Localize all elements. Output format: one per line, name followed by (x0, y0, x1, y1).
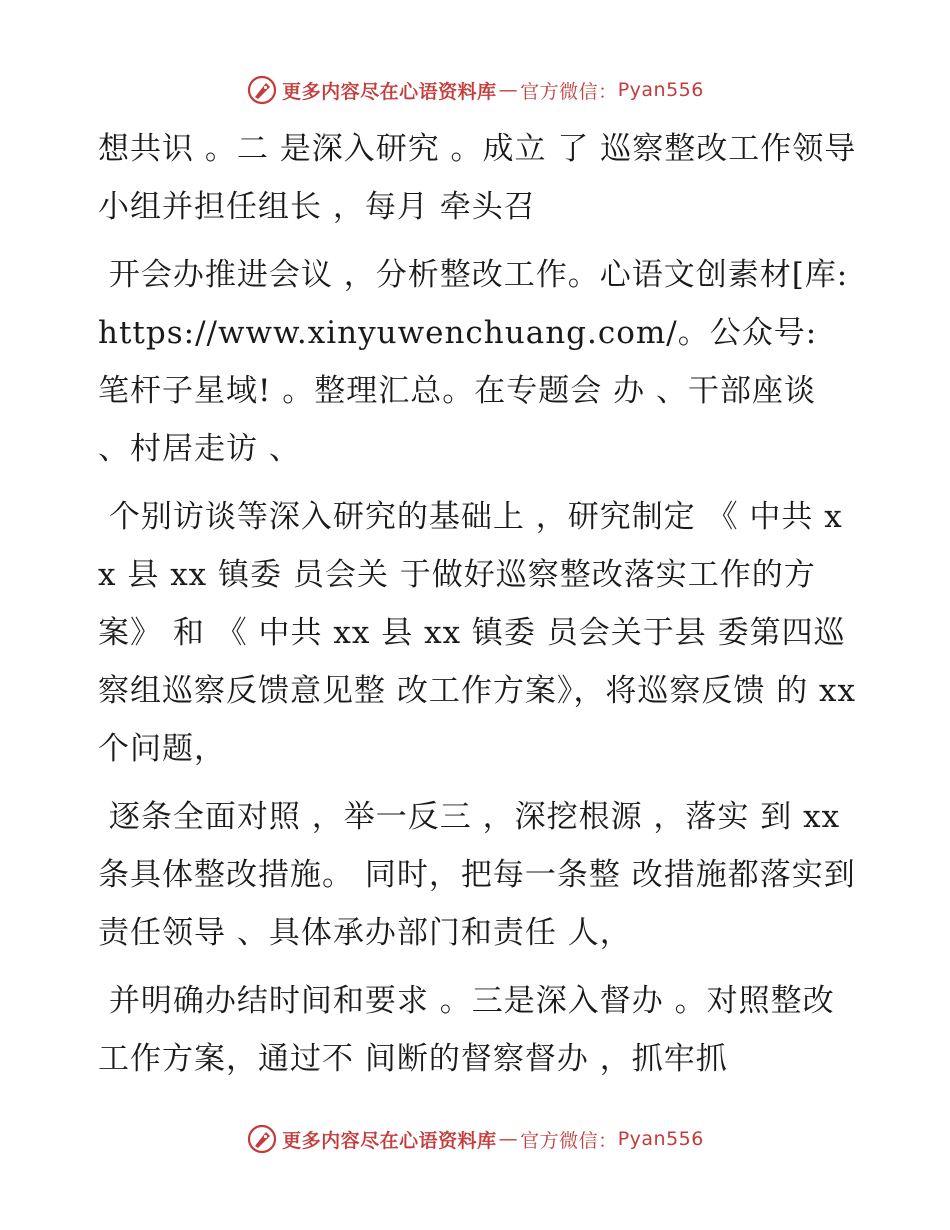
pen-nib-logo-icon (246, 74, 278, 106)
paragraph-4: 逐条全面对照 ，举一反三 ，深挖根源 ，落实 到 xx 条具体整改措施。 同时，把每一条整 改措施都落实到责任领导 、具体承办部门和责任 人， (98, 799, 856, 951)
watermark-dash: — (498, 79, 519, 101)
watermark-contact-id: Pyan556 (617, 1128, 704, 1150)
watermark-contact-label: 官方微信： (520, 80, 618, 103)
paragraph-3: 个别访谈等深入研究的基础上 ，研究制定 《 中共 xx 县 xx 镇委 员会关 于做好巡察整改落实工作的方案》 和 《 中共 xx 县 xx 镇委 员会关于县 委第四巡察组巡察反馈意见整 改工作方案》，将巡察反馈 的 xx 个问题， (98, 499, 867, 767)
watermark-contact-id: Pyan556 (617, 79, 704, 101)
watermark-main-text: 更多内容尽在心语资料库 (282, 80, 497, 103)
watermark-main-text: 更多内容尽在心语资料库 (282, 1129, 497, 1152)
paragraph-1: 想共识 。二 是深入研究 。成立 了 巡察整改工作领导小组并担任组长 ，每月 牵头召 (98, 131, 857, 225)
watermark-dash: — (498, 1128, 519, 1150)
header-watermark (0, 70, 950, 110)
watermark-contact-label: 官方微信： (520, 1129, 618, 1152)
pen-nib-logo-icon (246, 1123, 278, 1155)
paragraph-2: 开会办推进会议 ，分析整改工作。心语文创素材[库: https://www.xinyuwenchuang.com/。公众号: 笔杆子星域! 。整理汇总。在专题会 办 、干部座谈 、村居走访 、 (98, 257, 860, 467)
paragraph-5: 并明确办结时间和要求 。三是深入督办 。对照整改工作方案，通过不 间断的督察督办 ，抓牢抓 (98, 983, 835, 1077)
document-body (98, 120, 867, 1091)
footer-watermark (0, 1119, 950, 1159)
